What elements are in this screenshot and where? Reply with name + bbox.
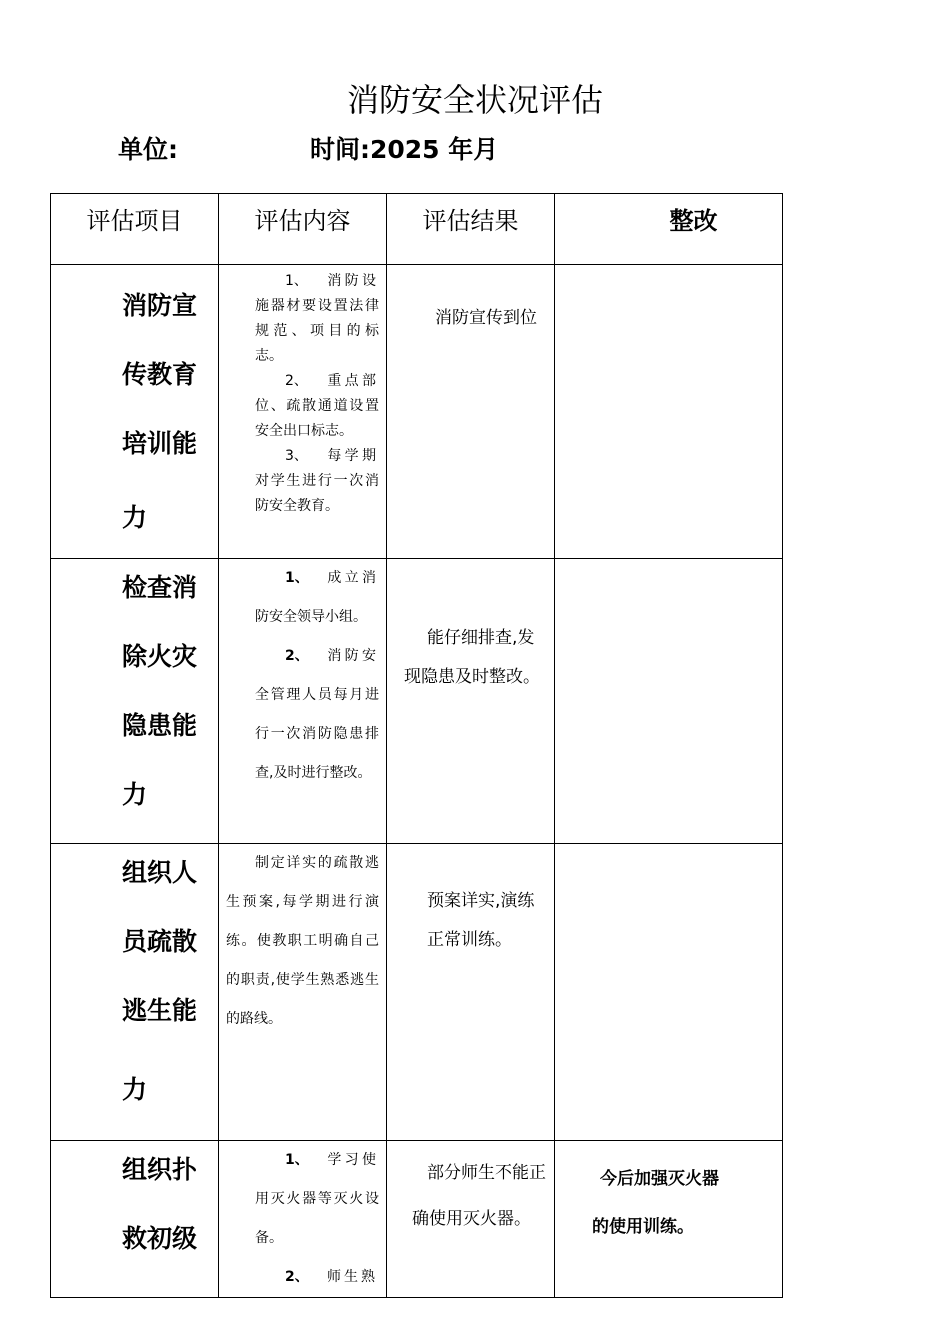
- result-cell: [387, 265, 555, 559]
- table-row: [51, 265, 783, 559]
- item-number: 2、: [285, 648, 309, 664]
- category-line: 力: [122, 503, 148, 532]
- item-text: 消防设: [327, 273, 379, 289]
- category-line: 力: [122, 1075, 148, 1104]
- table-row: [51, 559, 783, 844]
- rectification-cell: [555, 559, 783, 844]
- category-cell: [51, 559, 219, 844]
- category-line: 组织人: [122, 858, 198, 887]
- content-paragraph: 制定详实的疏散逃生预案,每学期进行演练。使教职工明确自己的职责,使学生熟悉逃生的路线。: [226, 855, 379, 1027]
- content-cell: [219, 844, 387, 1141]
- result-line: 消防宣传到位: [435, 308, 537, 328]
- category-line: 除火灾: [122, 642, 198, 671]
- category-cell: [51, 1141, 219, 1298]
- item-text: 消防安: [327, 648, 379, 664]
- category-line: 培训能: [122, 429, 198, 458]
- item-number: 2、: [285, 373, 308, 389]
- rectification-cell: [555, 265, 783, 559]
- rectification-line: 今后加强灭火器: [600, 1169, 719, 1189]
- category-line: 力: [122, 780, 148, 809]
- result-line: 现隐患及时整改。: [404, 667, 540, 687]
- header-rectification: 整改: [555, 194, 783, 265]
- header-content: 评估内容: [219, 194, 387, 265]
- item-text: 全管理人员每月进行一次消防隐患排查,及时进行整改。: [255, 687, 379, 781]
- rectification-cell: [555, 1141, 783, 1298]
- category-line: 救初级: [122, 1224, 198, 1253]
- item-number: 1、: [285, 570, 309, 586]
- result-line: 部分师生不能正: [427, 1163, 546, 1183]
- content-paragraph: [255, 369, 379, 444]
- header-item: 评估项目: [51, 194, 219, 265]
- item-text: 师生熟: [327, 1269, 378, 1285]
- category-line: 员疏散: [122, 927, 198, 956]
- content-paragraph: [255, 444, 379, 519]
- result-cell: [387, 1141, 555, 1298]
- content-cell: [219, 559, 387, 844]
- rectification-cell: [555, 844, 783, 1141]
- content-paragraph: [255, 1141, 379, 1258]
- result-cell: [387, 559, 555, 844]
- item-number: 3、: [285, 448, 308, 464]
- category-line: 逃生能: [122, 996, 198, 1025]
- header-result: 评估结果: [387, 194, 555, 265]
- item-text: 成立消: [327, 570, 379, 586]
- category-line: 组织扑: [122, 1155, 198, 1184]
- table-header-row: [51, 194, 783, 265]
- result-line: 正常训练。: [427, 930, 512, 950]
- result-line: 确使用灭火器。: [412, 1209, 531, 1229]
- result-cell: [387, 844, 555, 1141]
- result-line: 能仔细排查,发: [427, 628, 535, 648]
- item-text: 学习使: [327, 1152, 379, 1168]
- category-cell: [51, 265, 219, 559]
- item-text: 对学生进行一次消防安全教育。: [255, 473, 379, 514]
- item-text: 位、疏散通道设置安全出口标志。: [255, 398, 379, 439]
- content-paragraph: [255, 637, 379, 793]
- table-row: [51, 1141, 783, 1298]
- content-paragraph: [255, 559, 379, 637]
- content-cell: [219, 1141, 387, 1298]
- result-line: 预案详实,演练: [427, 891, 535, 911]
- rectification-line: 的使用训练。: [592, 1217, 694, 1237]
- page-title: 消防安全状况评估: [346, 81, 603, 119]
- assessment-table: [50, 193, 783, 1298]
- category-line: 消防宣: [122, 291, 198, 320]
- item-text: 施器材要设置法律规范、项目的标志。: [255, 298, 379, 364]
- item-text: 重点部: [327, 373, 379, 389]
- item-number: 1、: [285, 1152, 309, 1168]
- content-paragraph: [255, 1258, 379, 1297]
- item-text: 防安全领导小组。: [255, 609, 367, 625]
- time-label: 时间:2025 年月: [310, 135, 499, 164]
- table-row: [51, 844, 783, 1141]
- item-text: 每学期: [327, 448, 379, 464]
- category-cell: [51, 844, 219, 1141]
- category-line: 隐患能: [122, 711, 198, 740]
- content-cell: [219, 265, 387, 559]
- item-number: 1、: [285, 273, 308, 289]
- item-text: 用灭火器等灭火设备。: [255, 1191, 379, 1246]
- content-paragraph: [255, 269, 379, 369]
- unit-label: 单位:: [118, 135, 178, 164]
- item-number: 2、: [285, 1269, 309, 1285]
- category-line: 检查消: [122, 573, 198, 602]
- category-line: 传教育: [122, 360, 198, 389]
